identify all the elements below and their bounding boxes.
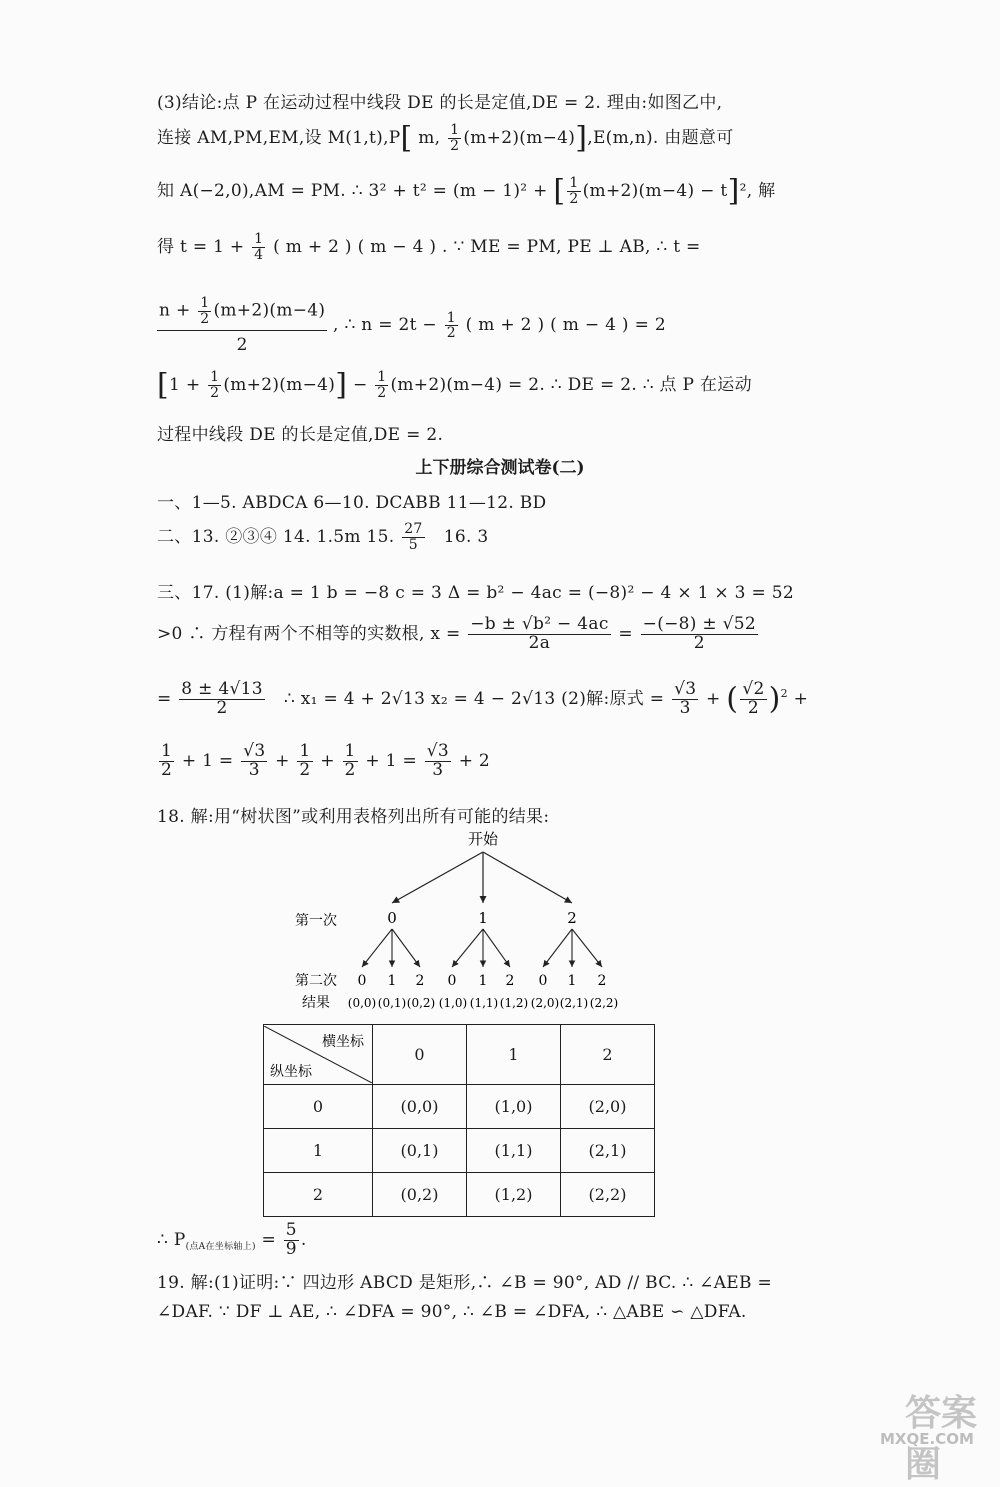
- row-header: 2: [264, 1173, 373, 1217]
- col-header: 2: [561, 1025, 655, 1085]
- p3-line2: 连接 AM,PM,EM,设 M(1,t),P[ m, $\frac{1}{2}$ (m+2)(m−4)],E(m,n). 由题意可: [157, 120, 734, 156]
- tree-result-2: (0,2): [406, 996, 436, 1010]
- corner-diagonal: [264, 1026, 372, 1083]
- table-cell: (1,0): [467, 1085, 561, 1129]
- tree-result-6: (2,0): [530, 996, 560, 1010]
- p3-line1: (3)结论:点 P 在运动过程中线段 DE 的长是定值,DE = 2. 理由:如图乙中,: [157, 93, 723, 113]
- tree-start: 开始: [467, 830, 499, 848]
- section-title: 上下册综合测试卷(二): [415, 458, 585, 478]
- table-row: [264, 1173, 655, 1217]
- tree-first-1: 1: [478, 909, 488, 927]
- tree-result-label: 结果: [302, 995, 330, 1011]
- q17-line3: = $\frac{8 \pm 4√13}{2}$ ∴ x₁ = 4 + 2√13 x₂ = 4 − 2√13 (2)解:原式 = $\frac{√3}{3}$ + ( $\frac{√2}{2}$ )$^2$ +: [157, 679, 809, 718]
- p3-line7: 过程中线段 DE 的长是定值,DE = 2.: [157, 425, 444, 445]
- table-row: [264, 1085, 655, 1129]
- answers-part2: 二、13. ②③④ 14. 1.5m 15. $\frac{27}{5}$ 16. 3: [157, 521, 489, 553]
- q18-intro: 18. 解:用“树状图”或利用表格列出所有可能的结果:: [157, 807, 550, 827]
- q17-line1: 三、17. (1)解:a = 1 b = −8 c = 3 Δ = b² − 4ac = (−8)² − 4 × 1 × 3 = 52: [157, 583, 794, 603]
- tree-result-4: (1,1): [469, 996, 499, 1010]
- col-header: 0: [373, 1025, 467, 1085]
- p3-line3: 知 A(−2,0),AM = PM. ∴ 3² + t² = (m − 1)² + [ $\frac{1}{2}$ (m+2)(m−4) − t]², 解: [157, 173, 776, 209]
- table-cell: (0,0): [373, 1085, 467, 1129]
- tree-second-3: 0: [447, 973, 457, 989]
- p3-line5: n + $\frac{1}{2}$ (m+2)(m−4) 2 , ∴ n = 2t − $\frac{1}{2}$ ( m + 2 ) ( m − 4 ) = 2: [159, 295, 666, 356]
- col-header: 1: [467, 1025, 561, 1085]
- tree-result-7: (2,1): [559, 996, 589, 1010]
- p3-line6: [1 + $\frac{1}{2}$ (m+2)(m−4)] − $\frac{1}{2}$ (m+2)(m−4) = 2. ∴ DE = 2. ∴ 点 P 在运动: [157, 367, 752, 403]
- q17-line2: >0 ∴ 方程有两个不相等的实数根, x = $\frac{\text{−b ± √b² − 4ac}}{2a}$ = $\frac{-(-8) \pm √52}{2}$: [157, 614, 757, 653]
- coordinate-table: [263, 1024, 655, 1217]
- tree-result-1: (0,1): [377, 996, 407, 1010]
- tree-second-7: 1: [567, 973, 577, 989]
- q19-line2: ∠DAF. ∵ DF ⊥ AE, ∴ ∠DFA = 90°, ∴ ∠B = ∠DFA, ∴ △ABE ∽ △DFA.: [157, 1302, 747, 1322]
- table-corner-cell: [264, 1025, 373, 1085]
- table-cell: (2,2): [561, 1173, 655, 1217]
- table-cell: (1,2): [467, 1173, 561, 1217]
- tree-result-0: (0,0): [347, 996, 377, 1010]
- tree-first-label: 第一次: [295, 913, 337, 929]
- watermark-logo: 答案圈: [905, 1393, 978, 1485]
- tree-first-0: 0: [387, 909, 397, 927]
- table-cell: (1,1): [467, 1129, 561, 1173]
- table-cell: (0,1): [373, 1129, 467, 1173]
- tree-second-4: 1: [478, 973, 488, 989]
- tree-second-2: 2: [415, 973, 425, 989]
- tree-result-3: (1,0): [438, 996, 468, 1010]
- tree-second-label: 第二次: [295, 973, 337, 989]
- probability-line: ∴ $P_{(点A在坐标轴上)}$ = $\frac{5}{9}$ .: [157, 1220, 307, 1259]
- answers-part1: 一、1—5. ABDCA 6—10. DCABB 11—12. BD: [157, 493, 547, 513]
- tree-second-8: 2: [597, 973, 607, 989]
- watermark-site: MXQE.COM: [880, 1430, 974, 1448]
- table-header-row: [264, 1025, 655, 1085]
- p3-line4: 得 t = 1 + $\frac{1}{4}$ ( m + 2 ) ( m − 4 ) . ∵ ME = PM, PE ⊥ AB, ∴ t =: [157, 231, 701, 263]
- table-cell: (0,2): [373, 1173, 467, 1217]
- row-header: 1: [264, 1129, 373, 1173]
- q19-line1: 19. 解:(1)证明:∵ 四边形 ABCD 是矩形,∴ ∠B = 90°, AD // BC. ∴ ∠AEB =: [157, 1273, 773, 1293]
- tree-second-5: 2: [505, 973, 515, 989]
- table-cell: (2,0): [561, 1085, 655, 1129]
- row-header: 0: [264, 1085, 373, 1129]
- tree-second-0: 0: [357, 973, 367, 989]
- tree-first-2: 2: [567, 909, 577, 927]
- col-header-label: 横坐标: [322, 1034, 364, 1050]
- table-row: [264, 1129, 655, 1173]
- table-cell: (2,1): [561, 1129, 655, 1173]
- tree-second-1: 1: [387, 973, 397, 989]
- q17-line4: $\frac{1}{2}$ + 1 = $\frac{√3}{3}$ + $\frac{1}{2}$ + $\frac{1}{2}$ + 1 = $\frac{√3}{3}$ + 2: [161, 741, 491, 780]
- row-header-label: 纵坐标: [270, 1064, 312, 1080]
- tree-result-5: (1,2): [499, 996, 529, 1010]
- tree-diagram: [0, 822, 1000, 1022]
- tree-second-6: 0: [538, 973, 548, 989]
- tree-result-8: (2,2): [589, 996, 619, 1010]
